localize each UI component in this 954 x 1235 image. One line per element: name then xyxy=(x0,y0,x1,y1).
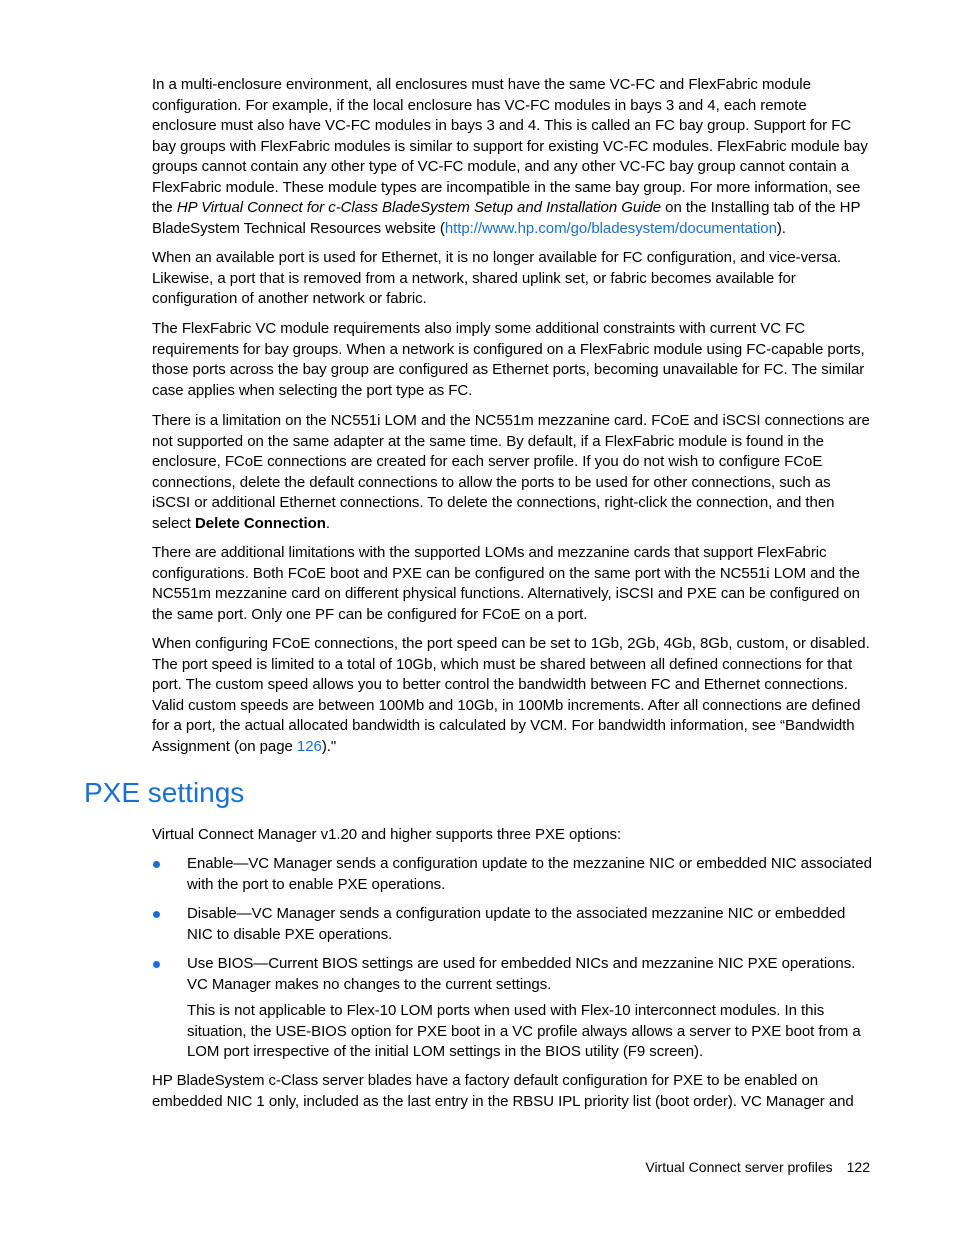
list-item: Enable—VC Manager sends a configuration update to the mezzanine NIC or embedded NIC associated with the port to enable PXE operations. xyxy=(152,854,872,895)
paragraph-bay-groups: In a multi-enclosure environment, all enclosures must have the same VC-FC and FlexFabric module configuration. For example, if the local enclosure has VC-FC modules in bays 3 and 4, each remote enclosure must also have VC-FC modules in bays 3 and 4. This is called an FC bay group. Support for FC bay groups with FlexFabric modules is similar to support for existing VC-FC modules. FlexFabric module bay groups cannot contain any other type of VC-FC module, and any other VC-FC bay group cannot contain a FlexFabric module. These module types are incompatible in the same bay group. For more information, see the HP Virtual Connect for c-Class BladeSystem Setup and Installation Guide on the Installing tab of the HP BladeSystem Technical Resources website (http://www.hp.com/go/bladesystem/documentation). xyxy=(152,76,868,237)
bullet-icon xyxy=(153,911,160,918)
footer-section-title: Virtual Connect server profiles xyxy=(645,1159,833,1175)
documentation-link[interactable]: http://www.hp.com/go/bladesystem/documentation xyxy=(444,219,777,237)
bullet-icon xyxy=(153,861,160,868)
pxe-options-list xyxy=(152,854,872,1072)
use-bios-note: This is not applicable to Flex-10 LOM ports when used with Flex-10 interconnect modules. In this situation, the USE-BIOS option for PXE boot in a VC profile always allows a server to PXE boot from a LOM port irrespective of the initial LOM settings in the BIOS utility (F9 screen). xyxy=(187,1002,861,1060)
page-footer xyxy=(645,1158,870,1176)
delete-connection-term: Delete Connection xyxy=(195,514,326,532)
paragraph-pxe-defaults: HP BladeSystem c-Class server blades have a factory default configuration for PXE to be enabled on embedded NIC 1 only, included as the last entry in the RBSU IPL priority list (boot order). VC Manager and xyxy=(152,1072,854,1110)
list-item: Use BIOS—Current BIOS settings are used for embedded NICs and mezzanine NIC PXE operations. VC Manager makes no changes to the current settings. This is not applicable to Flex-10 LOM ports when used with Flex-10 interconnect modules. In this situation, the USE-BIOS option for PXE boot in a VC profile always allows a server to PXE boot from a LOM port irrespective of the initial LOM settings in the BIOS utility (F9 screen). xyxy=(152,954,872,1063)
paragraph-pxe-intro: Virtual Connect Manager v1.20 and higher supports three PXE options: xyxy=(152,826,622,843)
paragraph-additional-limitations: There are additional limitations with the supported LOMs and mezzanine cards that support FlexFabric configurations. Both FCoE boot and PXE can be configured on the same port with the NC551i LOM and the NC551m mezzanine card on different physical functions. Alternatively, iSCSI and PXE can be configured on the same port. Only one PF can be configured for FCoE on a port. xyxy=(152,544,860,623)
list-item: Disable—VC Manager sends a configuration update to the associated mezzanine NIC or embedded NIC to disable PXE operations. xyxy=(152,904,872,945)
page-126-link[interactable]: 126 xyxy=(296,737,322,755)
paragraph-port-speed: When configuring FCoE connections, the port speed can be set to 1Gb, 2Gb, 4Gb, 8Gb, custom, or disabled. The port speed is limited to a total of 10Gb, which must be shared between all defined connections for that port. The custom speed allows you to better control the bandwidth between FC and Ethernet connections. Valid custom speeds are between 100Mb and 10Gb, in 100Mb increments. After all connections are defined for a port, the actual allocated bandwidth is calculated by VCM. For bandwidth information, see “Bandwidth Assignment (on page 126)." xyxy=(152,635,870,755)
section-heading-pxe-settings: PXE settings xyxy=(84,777,245,808)
guide-title: HP Virtual Connect for c-Class BladeSystem Setup and Installation Guide xyxy=(176,199,662,216)
paragraph-flexfabric-constraints: The FlexFabric VC module requirements also imply some additional constraints with current VC FC requirements for bay groups. When a network is configured on a FlexFabric module using FC-capable ports, those ports across the bay group are configured as Ethernet ports, becoming unavailable for FC. The similar case applies when selecting the port type as FC. xyxy=(152,320,865,399)
paragraph-port-usage: When an available port is used for Ethernet, it is no longer available for FC configuration, and vice-versa. Likewise, a port that is removed from a network, shared uplink set, or fabric becomes available for configuration of another network or fabric. xyxy=(152,249,842,307)
page-number: 122 xyxy=(846,1159,870,1175)
paragraph-nc551-limitation: There is a limitation on the NC551i LOM and the NC551m mezzanine card. FCoE and iSCSI connections are not supported on the same adapter at the same time. By default, if a FlexFabric module is found in the enclosure, FCoE connections are created for each server profile. If you do not wish to configure FCoE connections, delete the default connections to allow the ports to be used for other connections, such as iSCSI or additional Ethernet connections. To delete the connections, right-click the connection, and then select Delete Connection. xyxy=(152,412,870,532)
bullet-icon xyxy=(153,961,160,968)
